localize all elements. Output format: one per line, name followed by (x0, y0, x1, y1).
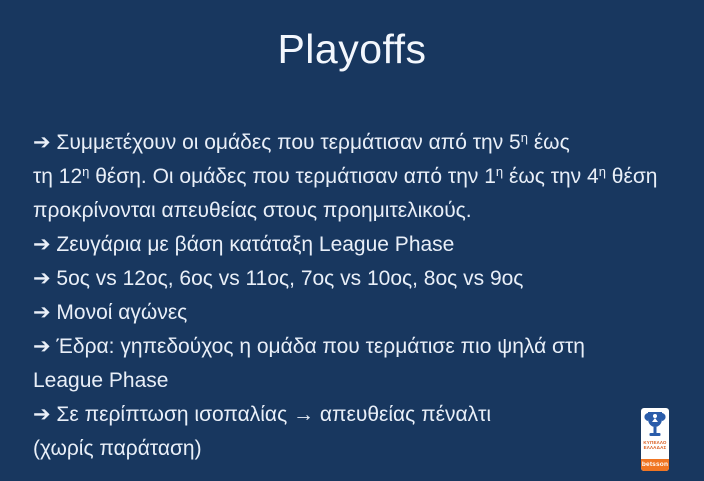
text-segment: ➔ Σε περίπτωση ισοπαλίας → απευθείας πέναλτι (33, 403, 492, 426)
superscript-ordinal: η (82, 164, 90, 179)
text-segment: ➔ Ζευγάρια με βάση κατάταξη League Phase (33, 233, 455, 256)
logo-competition-name-line2: ΕΛΛΑΔΑΣ (643, 445, 667, 450)
bullet-line (33, 160, 701, 194)
text-segment: (χωρίς παράταση) (33, 437, 202, 460)
text-segment: έως την 4 (503, 165, 599, 188)
greek-cup-betsson-logo (641, 408, 669, 471)
bullet-line (33, 262, 701, 296)
superscript-ordinal: η (598, 164, 606, 179)
text-segment: ➔ Έδρα: γηπεδούχος η ομάδα που τερμάτισε πιο ψηλά στη (33, 335, 585, 358)
text-segment: έως (527, 131, 570, 154)
logo-sponsor-name: betsson (641, 459, 669, 471)
text-segment: τη 12 (33, 165, 83, 188)
bullet-line (33, 228, 701, 262)
text-segment: League Phase (33, 369, 169, 392)
slide-title: Playoffs (277, 26, 427, 72)
trophy-icon (644, 410, 666, 440)
bullet-line (33, 126, 701, 160)
text-segment: θέση (605, 165, 658, 188)
bullet-line (33, 364, 701, 398)
text-segment: ➔ 5ος vs 12ος, 6ος vs 11ος, 7ος vs 10ος, 8ος vs 9ος (33, 267, 524, 290)
bullet-line (33, 398, 701, 432)
text-segment: προκρίνονται απευθείας στους προημιτελικούς. (33, 199, 472, 222)
bullet-line (33, 296, 701, 330)
text-segment: θέση. Οι ομάδες που τερμάτισαν από την 1 (89, 165, 496, 188)
logo-competition-name-line1: ΚΥΠΕΛΛΟ (643, 440, 667, 445)
superscript-ordinal: η (495, 164, 504, 179)
bullet-line (33, 330, 701, 364)
text-segment: ➔ Συμμετέχουν οι ομάδες που τερμάτισαν από την 5 (33, 131, 521, 154)
bullet-line (33, 432, 701, 466)
bullet-list (33, 126, 701, 466)
bullet-line (33, 194, 701, 228)
text-segment: ➔ Μονοί αγώνες (33, 301, 188, 324)
superscript-ordinal: η (520, 130, 528, 145)
